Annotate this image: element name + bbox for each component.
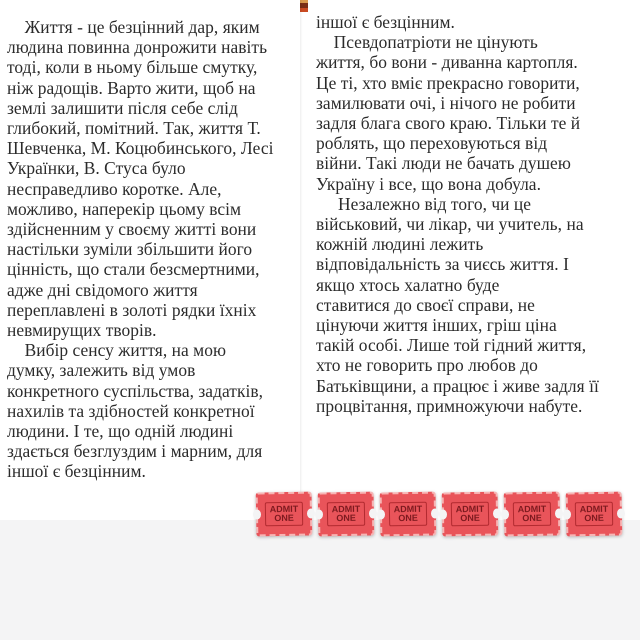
ticket-label: ADMIT ONE [451,502,490,527]
right-page-line: кожній людині лежить [316,234,484,255]
right-page-line: військовий, чи лікар, чи учитель, на [316,214,584,235]
left-page-line: тоді, коли в ньому більше смутку, [7,57,258,78]
left-page-line: адже дні свідомого життя [7,279,198,300]
left-page-line: Вибір сенсу життя, на мою [7,340,227,361]
ticket-label: ADMIT ONE [389,502,428,527]
right-page-line: хто не говорить про любов до [316,355,538,376]
left-page-line: переплавлені в золоті рядки їхніх [7,299,257,320]
left-page-line: можливо, наперекір цьому всім [7,198,242,219]
left-page-line: настільки зуміли збільшити його [7,239,253,260]
left-page-line: людини. І те, що одній людині [7,421,234,442]
admit-one-ticket [442,492,499,537]
left-page-line: ніж радощів. Варто жити, щоб на [7,77,256,98]
left-page-line: здається безглуздим і марним, для [7,441,263,462]
ticket-label: ADMIT ONE [575,502,614,527]
left-page-line: несправедливо коротке. Але, [7,178,222,199]
left-page-line: думку, залежить від умов [7,360,196,381]
right-page-line: такій особі. Лише той гідний життя, [316,335,587,356]
right-page-line: життя, бо вони - диванна картопля. [316,52,578,73]
ticket-label: ADMIT ONE [327,502,366,527]
left-page-line: невмирущих творів. [7,320,157,341]
left-page-line: конкретного суспільства, задатків, [7,380,263,401]
left-page-line: Українки, В. Стуса було [7,158,186,179]
right-page-line: Псевдопатріоти не цінують [316,32,538,53]
right-page-line: ставитися до своєї справи, не [316,294,535,315]
right-page-line: замилювати очі, і нічого не робити [316,92,576,113]
ticket-label: ADMIT ONE [265,502,304,527]
left-page-line: іншої є безцінним. [7,461,146,482]
admit-one-ticket-row [256,492,622,540]
right-page-line: задля блага свого краю. Тільки те й [316,113,581,134]
admit-one-ticket [504,492,561,537]
left-page-line: здійсненним у своєму житті вони [7,219,257,240]
right-page-line: Батьківщини, а працює і живе задля її [316,375,599,396]
admit-one-ticket [256,492,313,537]
right-page-line: процвітання, примножуючи набуте. [316,395,583,416]
admit-one-ticket [566,492,623,537]
right-page-line: Україну і все, що вона добула. [316,173,541,194]
right-page-line: Незалежно від того, чи це [316,193,532,214]
left-page-line: глибокий, помітний. Так, життя Т. [7,118,261,139]
left-page-line: нахилів та здібностей конкретної [7,400,255,421]
right-page-line: Це ті, хто вміє прекрасно говорити, [316,72,580,93]
right-page-line: відповідальність за чиєсь життя. І [316,254,569,275]
admit-one-ticket [380,492,437,537]
right-page [308,0,640,520]
left-page-line: землі залишити після себе слід [7,97,238,118]
left-page-text [7,17,274,482]
right-page-text [316,12,599,416]
right-page-line: якщо хтось халатно буде [316,274,500,295]
left-page-line: людина повинна донрожити навіть [7,37,268,58]
right-page-line: війни. Такі люди не бачать душею [316,153,571,174]
right-page-line: іншої є безцінним. [316,12,455,32]
left-page-line: Шевченка, М. Коцюбинського, Лесі [7,138,274,159]
left-page-line: цінність, що стали безсмертними, [7,259,260,280]
right-page-line: роблять, що переховуються від [316,133,548,154]
admit-one-ticket [318,492,375,537]
left-page [0,0,300,520]
left-page-line: Життя - це безцінний дар, яким [7,17,260,37]
right-page-line: цінуючи життя інших, гріш ціна [316,315,557,336]
ticket-label: ADMIT ONE [513,502,552,527]
